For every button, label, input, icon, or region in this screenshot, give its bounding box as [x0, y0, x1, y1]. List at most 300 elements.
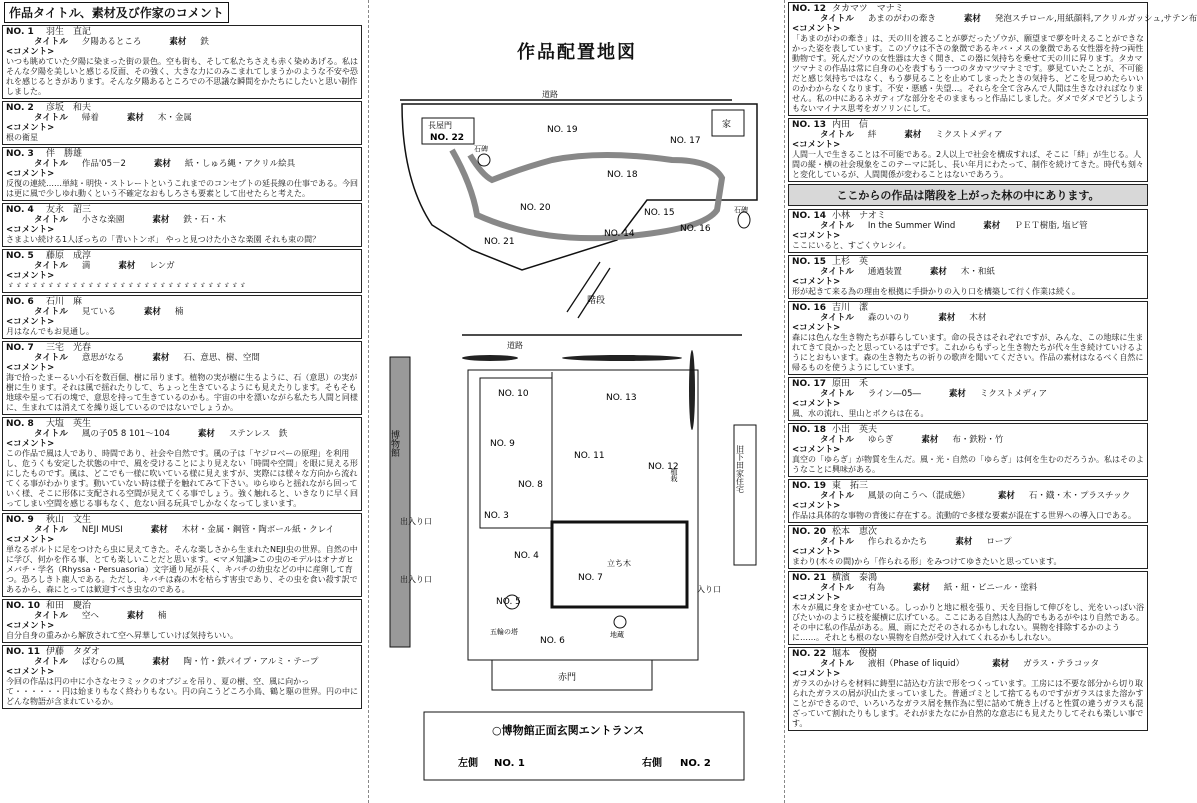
- entry-title-line: [6, 353, 358, 363]
- entry-header: [6, 27, 358, 37]
- artist-entry: [2, 295, 362, 339]
- entry-title-line: [792, 491, 1144, 501]
- entry-material: 石・鐡・木・プラスチック: [1028, 491, 1131, 501]
- entry-title-label: タイトル: [820, 14, 854, 24]
- forest-banner: ここからの作品は階段を上がった林の中にあります。: [788, 184, 1148, 206]
- entry-title: 作品'05－2: [81, 159, 126, 169]
- entry-title-label: タイトル: [820, 267, 854, 277]
- entry-header: [6, 297, 358, 307]
- entry-comment-label: <コメント>: [792, 501, 841, 511]
- entry-title-label: タイトル: [820, 537, 854, 547]
- entry-title-label: タイトル: [34, 37, 68, 47]
- artist-entry: [2, 101, 362, 145]
- entry-title: 森のいのり: [867, 313, 911, 323]
- hedge-2: [562, 355, 682, 361]
- entry-title-label: タイトル: [34, 429, 68, 439]
- legend-right-value: NO. 2: [680, 758, 711, 769]
- entry-title-line: [6, 261, 358, 271]
- entry-title-line: [6, 611, 358, 621]
- entry-title-label: タイトル: [34, 307, 68, 317]
- entry-material: ＰＥＴ樹脂, 塩ビ管: [1014, 221, 1088, 231]
- entry-material: 木・金属: [157, 113, 192, 123]
- entry-comment: ガラスのかけらを材料に鋳型に詰込む方法で形をつくっています。工房には不要な部分から切り取られたガラスの屑が沢山たまっていました。普通ゴミとして捨てるものですがガラスはまた溶かすことができるので、いろいろなガラス屑を無作為に型に詰めて焼き上げると性質の違うガラスも混ざっていて割れたりもします。それがまたなにか自然的な意志にも見えたりしてそれも楽しい事です。: [792, 679, 1144, 728]
- entry-title: 夕陽あるところ: [81, 37, 142, 47]
- work-no-7: NO. 7: [578, 573, 603, 583]
- entry-artist: 友永 詔三: [46, 205, 92, 215]
- artist-entry: [2, 599, 362, 643]
- entry-comment: 真空の「ゆらぎ」が物質を生んだ。風・光・自然の「ゆらぎ」は何を生むのだろうか。私はそのようなことに興味がある。: [792, 455, 1144, 474]
- entrance-3-label: 入り口: [697, 585, 721, 594]
- entry-number: NO. 17: [792, 379, 827, 389]
- entry-title: 意思がなる: [81, 353, 125, 363]
- entry-title-line: [792, 130, 1144, 140]
- work-no-10: NO. 10: [498, 389, 529, 399]
- entry-header: [792, 425, 1144, 435]
- gorin-label: 五輪の塔: [490, 628, 518, 636]
- artist-entry: [2, 417, 362, 511]
- work-no-8: NO. 8: [518, 480, 543, 490]
- entry-number: NO. 3: [6, 149, 34, 159]
- entry-number: NO. 13: [792, 120, 827, 130]
- entry-title-label: タイトル: [820, 583, 854, 593]
- entry-header: [792, 211, 1144, 221]
- garden-label: 植栽: [670, 468, 678, 482]
- map-title: 作品配置地図: [517, 42, 637, 63]
- entry-material-label: 素材: [152, 353, 170, 363]
- entry-header: [792, 303, 1144, 313]
- stairs-label: 階段: [587, 296, 606, 306]
- entry-title-label: タイトル: [820, 130, 854, 140]
- entry-comment: さまよい続ける1人ぼっちの「青いトンボ」 やっと見つけた小さな楽園 それも束の間？: [6, 235, 321, 244]
- entry-comment-label: <コメント>: [6, 439, 55, 449]
- left-column-title: 作品タイトル、素材及び作家のコメント: [4, 2, 229, 23]
- entry-header: [792, 379, 1144, 389]
- entry-material: 陶・竹・鉄パイプ・アルミ・テープ: [183, 657, 319, 667]
- artist-entry: [788, 571, 1148, 645]
- entry-comment: 海で拾ったまーるい小石を数百個、樹に吊ります。植物の実が樹に生るように、石（意思）の実が樹に生ります。それは風で揺れたりして、ちょっと生きているようにも見えたりします。そもそも地球や星って石の塊で、意思を持って生きているのかも。宇宙の中を漂いながら私たち人間と同様に、生まれては消えてを繰り返しているのではないでしょうか。: [6, 373, 358, 412]
- entry-artist: 小林 ナオミ: [832, 211, 886, 221]
- sekihi-1-label: 石碑: [474, 145, 488, 153]
- entry-material: 紙・紐・ビニール・塗料: [943, 583, 1038, 593]
- artist-entry: [788, 525, 1148, 569]
- entry-comment: 森には色んな生き物たちが暮らしています。命の長さはそれぞれですが、みんな、この地球に生まれてきて良かったと思っているはずです。これからもずっと生き物たちが代々生き続けていけるようにとおもいます。森の生き物たちの祈りの歌声を聞いてください。作品の素材はなるべく自然に帰るものを使うようにしています。: [792, 333, 1144, 372]
- right-entries-bottom: [786, 209, 1150, 731]
- entry-artist: 秋山 文生: [46, 515, 92, 525]
- entry-comment-label: <コメント>: [792, 277, 841, 287]
- entry-material-label: 素材: [921, 435, 939, 445]
- entry-material-label: 素材: [997, 491, 1015, 501]
- entry-title-label: タイトル: [820, 313, 854, 323]
- entry-title: In the Summer Wind: [867, 221, 956, 231]
- akamon-label: 赤門: [558, 673, 577, 683]
- entry-material: ミクストメディア: [979, 389, 1048, 399]
- entry-title-line: [792, 659, 1144, 669]
- entry-material: レンガ: [149, 261, 175, 271]
- entry-comment: 根の衛星: [6, 133, 38, 142]
- work-no-3: NO. 3: [484, 511, 509, 521]
- entry-title-label: タイトル: [34, 215, 68, 225]
- entry-comment-label: <コメント>: [792, 140, 841, 150]
- entry-title-line: [792, 537, 1144, 547]
- work-no-11: NO. 11: [574, 451, 605, 461]
- entry-header: [6, 515, 358, 525]
- entry-header: [792, 481, 1144, 491]
- house-label: 家: [722, 120, 732, 130]
- entry-title-line: [792, 313, 1144, 323]
- entry-header: [6, 205, 358, 215]
- entry-artist: タカマツ マナミ: [832, 4, 904, 14]
- artist-entry: [2, 203, 362, 247]
- entry-title-line: [792, 221, 1144, 231]
- entry-artist: 藤原 成淳: [46, 251, 92, 261]
- artist-entry: [2, 645, 362, 709]
- right-fold-divider: [784, 0, 785, 803]
- entry-comment-label: <コメント>: [6, 317, 55, 327]
- entry-comment: 月はなんでもお見通し。: [6, 327, 94, 336]
- museum-label: 博物館: [389, 430, 399, 457]
- jizou-marker: [614, 616, 626, 628]
- entry-material: 木・和紙: [960, 267, 995, 277]
- entry-number: NO. 15: [792, 257, 827, 267]
- artist-entry: [2, 147, 362, 201]
- entry-title: ばむらの風: [81, 657, 125, 667]
- entry-number: NO. 5: [6, 251, 34, 261]
- entry-header: [792, 649, 1144, 659]
- entry-material-label: 素材: [955, 537, 973, 547]
- entry-comment-label: <コメント>: [6, 225, 55, 235]
- entry-comment-label: <コメント>: [792, 231, 841, 241]
- left-column: [0, 0, 364, 711]
- entry-title-label: タイトル: [34, 159, 68, 169]
- entry-header: [6, 419, 358, 429]
- artist-entry: [788, 255, 1148, 299]
- artist-entry: [788, 118, 1148, 182]
- artist-entry: [788, 647, 1148, 731]
- museum-building: [390, 357, 410, 647]
- entry-artist: 松本 恵次: [832, 527, 878, 537]
- work-no-12: NO. 12: [648, 462, 679, 472]
- work-no-6: NO. 6: [540, 636, 565, 646]
- entry-title-label: タイトル: [34, 353, 68, 363]
- work-no-16: NO. 16: [680, 224, 711, 234]
- entry-artist: 羽生 直記: [46, 27, 92, 37]
- entry-number: NO. 12: [792, 4, 827, 14]
- entry-material-label: 素材: [126, 113, 144, 123]
- entry-comment: 形が起きて来る為の理由を根拠に手掛かりの入り口を構築して行く作業は続く。: [792, 287, 1080, 296]
- entry-number: NO. 10: [6, 601, 41, 611]
- entry-comment-label: <コメント>: [792, 323, 841, 333]
- entry-material: 木材・金属・鋼管・陶ボール紙・クレイ: [181, 525, 335, 535]
- entry-comment-label: <コメント>: [6, 667, 55, 677]
- entry-number: NO. 6: [6, 297, 34, 307]
- entry-title-label: タイトル: [820, 659, 854, 669]
- entrance-2-label: 出入り口: [400, 575, 432, 584]
- entry-material-label: 素材: [169, 37, 187, 47]
- lower-left-block: [480, 378, 552, 528]
- entry-comment-label: <コメント>: [6, 47, 55, 57]
- entry-header: [792, 120, 1144, 130]
- entry-material-label: 素材: [150, 525, 168, 535]
- entry-title: 風の子05 8 101～104: [81, 429, 170, 439]
- entry-title-line: [792, 435, 1144, 445]
- entry-number: NO. 8: [6, 419, 34, 429]
- work-no-14: NO. 14: [604, 229, 635, 239]
- road-top-label: 道路: [542, 90, 558, 99]
- road-mid-label: 道路: [507, 341, 523, 350]
- entry-material-label: 素材: [904, 130, 922, 140]
- entry-comment-label: <コメント>: [6, 271, 55, 281]
- entry-artist: 伊藤 タダオ: [46, 647, 101, 657]
- right-entries-top: [786, 2, 1197, 182]
- artist-entry: [2, 341, 362, 415]
- entry-number: NO. 2: [6, 103, 34, 113]
- entry-title: ゆらぎ: [867, 435, 894, 445]
- entry-material-label: 素材: [126, 611, 144, 621]
- entry-material: 楠: [174, 307, 184, 317]
- entry-title: 液相（Phase of liquid）: [867, 659, 965, 669]
- entry-number: NO. 9: [6, 515, 34, 525]
- entry-title-line: [792, 583, 1144, 593]
- entry-material: 布・鉄粉・竹: [952, 435, 1004, 445]
- work-no-15: NO. 15: [644, 208, 675, 218]
- entry-material: 発泡スチロール,用紙顔料,アクリルガッシュ,サテン布: [994, 14, 1197, 24]
- entry-title-line: [792, 389, 1144, 399]
- entry-comment-label: <コメント>: [792, 547, 841, 557]
- entry-header: [6, 647, 358, 657]
- work-no-18: NO. 18: [607, 170, 638, 180]
- entry-title-line: [6, 159, 358, 169]
- work-no-19: NO. 19: [547, 125, 578, 135]
- entry-comment: まわり(木々の間)から「作られる形」をみつけてゆきたいと思っています。: [792, 557, 1062, 566]
- entry-title-line: [792, 14, 1197, 24]
- entry-header: [6, 343, 358, 353]
- legend-title: ○博物館正面玄関エントランス: [492, 724, 645, 737]
- entry-number: NO. 20: [792, 527, 827, 537]
- artist-entry: [788, 301, 1148, 375]
- artist-entry: [2, 25, 362, 99]
- entry-comment-label: <コメント>: [6, 535, 55, 545]
- left-fold-divider: [368, 0, 369, 803]
- entry-material-label: 素材: [963, 14, 981, 24]
- entry-title: 風景の向こうへ（混成態）: [867, 491, 970, 501]
- entry-number: NO. 18: [792, 425, 827, 435]
- entry-comment-label: <コメント>: [6, 363, 55, 373]
- nagayamon-label: 長屋門: [428, 121, 452, 130]
- entry-title-label: タイトル: [820, 491, 854, 501]
- artist-entry: [788, 423, 1148, 477]
- entry-title: ライン―05―: [867, 389, 921, 399]
- entry-number: NO. 22: [792, 649, 827, 659]
- entry-artist: 内田 信: [832, 120, 869, 130]
- entry-title-line: [792, 267, 1144, 277]
- entry-header: [6, 601, 358, 611]
- entry-title-label: タイトル: [820, 435, 854, 445]
- entry-material: 鉄: [200, 37, 209, 47]
- entry-material-label: 素材: [938, 313, 956, 323]
- map-panel: [372, 0, 782, 803]
- entry-material-label: 素材: [912, 583, 930, 593]
- site-map: [372, 0, 782, 803]
- entry-artist: 和田 慶治: [46, 601, 92, 611]
- entry-material: ガラス・テラコッタ: [1023, 659, 1100, 669]
- entry-title-label: タイトル: [34, 611, 68, 621]
- entry-header: [6, 251, 358, 261]
- entry-material-label: 素材: [143, 307, 161, 317]
- entry-artist: 彦坂 和夫: [46, 103, 92, 113]
- entry-material: ステンレス 鉄: [228, 429, 288, 439]
- hedge-1: [462, 355, 518, 361]
- entry-artist: 堀本 俊樹: [832, 649, 878, 659]
- entry-material-label: 素材: [983, 221, 1001, 231]
- entry-material-label: 素材: [948, 389, 966, 399]
- entry-comment-label: <コメント>: [6, 123, 55, 133]
- entry-material-label: 素材: [152, 657, 170, 667]
- entry-material-label: 素材: [992, 659, 1010, 669]
- work-no-21: NO. 21: [484, 237, 515, 247]
- entry-comment-label: <コメント>: [6, 621, 55, 631]
- entry-comment: ここにいると、すごくウレシイ。: [792, 241, 911, 250]
- work-no-22: NO. 22: [430, 133, 465, 143]
- entry-artist: 上杉 英: [832, 257, 869, 267]
- entry-title-line: [6, 215, 358, 225]
- sekihi-1-marker: [478, 154, 490, 166]
- entry-header: [792, 257, 1144, 267]
- entry-comment: 反復の連続……単純・明快・ストレートというこれまでのコンセプトの延長線の仕事である。今回は更に風で少しゆれ動くという不確定なおもしろさも要素として出せたらと考えた。: [6, 179, 358, 198]
- entry-artist: 吉川 潔: [832, 303, 869, 313]
- artist-entry: [788, 377, 1148, 421]
- entry-comment: 今回の作品は円の中に小さなセラミックのオブジェを吊り、夏の樹、空、風に向かって・・・・・・円は始まりもなく終わりもない。円の向こうどころ小鳥、鶴と駆の世界。円の中にどんな物語が含まれているか。: [6, 677, 358, 706]
- entry-title-line: [6, 307, 358, 317]
- kyu-shimoda-label: 旧下田家住宅: [735, 445, 745, 493]
- entry-comment: 風、水の流れ、里山とボクらは在る。: [792, 409, 929, 418]
- entry-artist: 横濱 泰鴻: [832, 573, 878, 583]
- sekihi-2-marker: [738, 212, 750, 228]
- entry-title-line: [6, 113, 358, 123]
- entry-artist: 石川 麻: [46, 297, 83, 307]
- entry-header: [6, 103, 358, 113]
- entry-comment-label: <コメント>: [792, 445, 841, 455]
- entry-title: 見ている: [81, 307, 116, 317]
- entry-title-line: [6, 657, 358, 667]
- entry-comment: 作品は具体的な事物の背後に存在する。流動的で多様な要素が混在する世界への導入口である。: [792, 511, 1136, 520]
- tachiki-label: 立ち木: [607, 559, 631, 568]
- artist-entry: [2, 513, 362, 597]
- entry-comment: この作品で風は人であり、時間であり、社会や自然です。風の子は「ヤジロベーの原理」を利用し、危うくも安定した状態の中で、風を受けることにより見えない「時間や空間」を眼に見える形にしたものです。風は、どこでも一様に吹いている様に見えますが、実際には様々な方向から流れてくる事がわかります。動いていない時は様子を触れてみて下さい。ゆらゆらと揺れながら回っていく様、そこに形体に支配される空間が見えてくる事でしょう。強く触れると、いきなりに早く回ってしまい空間を感じる事もなく、危ない回る玩具でしかなくなってしまいます。: [6, 449, 358, 508]
- work-no-20: NO. 20: [520, 203, 551, 213]
- entry-artist: 小出 英夫: [832, 425, 878, 435]
- legend-left-label: 左側: [458, 758, 478, 769]
- entry-title-line: [6, 37, 358, 47]
- entry-comment: 木々が風に身をまかせている。しっかりと地に根を張り、天を目指して伸びをし、光をいっぱい浴びたいかのように枝を縦横に広げている。ここにある自然は人為的でもあるがやはり自然である。その中に私の作品がある。風、雨にただそのされるかもしれない。異物を排除するかのように……。それとも根のない異物を自然が受け入れてくれるかもしれない。: [792, 603, 1144, 642]
- entry-title-label: タイトル: [820, 389, 854, 399]
- artist-entry: [788, 2, 1197, 116]
- entry-artist: 三宅 光春: [46, 343, 92, 353]
- entry-title: 小さな楽園: [81, 215, 125, 225]
- stairs-line-2: [578, 268, 610, 318]
- entry-header: [792, 527, 1144, 537]
- entry-comment: いつも眺めていた夕陽に染まった街の景色。空も街も、そして私たちさえも赤く染めあげる。私はそんな夕陽を美しいと感じる反面、その強く、大きな力にのみこまれてしまうかのような不安や恐れを感じるときがあります。そんな夕陽あるところでの不思議な瞬間をかたちにしたいと思い制作しました。: [6, 57, 358, 96]
- entry-material-label: 素材: [118, 261, 136, 271]
- entry-comment: ゞゞゞゞゞゞゞゞゞゞゞゞゞゞゞゞゞゞゞゞゞゞゞゞゞゞゞゞゞゞ: [6, 281, 246, 290]
- entry-artist: 東 拓三: [832, 481, 869, 491]
- entry-material: 楠: [157, 611, 167, 621]
- entrance-1-label: 出入り口: [400, 517, 432, 526]
- entry-title-label: タイトル: [34, 657, 68, 667]
- entry-title-line: [6, 429, 358, 439]
- entry-artist: 伴 勝雄: [46, 149, 83, 159]
- entry-number: NO. 7: [6, 343, 34, 353]
- entry-comment-label: <コメント>: [792, 669, 841, 679]
- sekihi-2-label: 石碑: [734, 206, 748, 214]
- work-no-13: NO. 13: [606, 393, 637, 403]
- entry-header: [792, 4, 1144, 14]
- jizou-label: 地蔵: [610, 631, 624, 639]
- work-no-17: NO. 17: [670, 136, 701, 146]
- hedge-3: [689, 350, 695, 430]
- artist-entry: [788, 479, 1148, 523]
- entry-number: NO. 19: [792, 481, 827, 491]
- legend-right-label: 右側: [642, 758, 662, 769]
- entry-title-label: タイトル: [34, 525, 68, 535]
- entry-number: NO. 1: [6, 27, 34, 37]
- entry-material: 石、意思、樹、空間: [183, 353, 260, 363]
- entry-header: [6, 149, 358, 159]
- entry-title: 空へ: [81, 611, 99, 621]
- entry-title-line: [6, 525, 358, 535]
- entry-number: NO. 21: [792, 573, 827, 583]
- entry-title: NEJI MUSI: [81, 525, 123, 535]
- right-column: [786, 2, 1197, 733]
- entry-comment-label: <コメント>: [6, 169, 55, 179]
- entry-comment-label: <コメント>: [792, 593, 841, 603]
- entry-material-label: 素材: [929, 267, 947, 277]
- entry-title: 有為: [867, 583, 885, 593]
- entry-number: NO. 11: [6, 647, 41, 657]
- entry-title: あまのがわの牽き: [867, 14, 936, 24]
- entry-comment-label: <コメント>: [792, 24, 841, 34]
- entry-material: 鉄・石・木: [183, 215, 226, 225]
- entry-comment: 人間一人で生きることは不可能である。2人以上で社会を構成すれば、そこに「絆」が生じる。人間の縦・横の社会現象をこのテーマに託し、長い年月にわたって、制作を続けてきた。時代も刻々と変化しているが、人間関係が変わることはないであろう。: [792, 150, 1144, 179]
- entry-comment-label: <コメント>: [792, 399, 841, 409]
- entrance-legend-box: [424, 712, 744, 780]
- entry-material: ミクストメディア: [935, 130, 1003, 140]
- legend-left-value: NO. 1: [494, 758, 525, 769]
- artist-entry: [788, 209, 1148, 253]
- entry-artist: 大塩 英生: [46, 419, 92, 429]
- entry-material: 紙・しゅろ縄・アクリル絵具: [184, 159, 296, 169]
- entry-title: 絆: [867, 130, 877, 140]
- entry-title-label: タイトル: [34, 261, 68, 271]
- entry-material-label: 素材: [197, 429, 215, 439]
- entry-number: NO. 14: [792, 211, 827, 221]
- work-no-5: NO. 5: [496, 597, 521, 607]
- entry-number: NO. 16: [792, 303, 827, 313]
- work-no-9: NO. 9: [490, 439, 515, 449]
- entry-title-label: タイトル: [34, 113, 68, 123]
- entry-material: ロープ: [986, 537, 1012, 547]
- entry-title: 満: [81, 261, 91, 271]
- work-no-4: NO. 4: [514, 551, 539, 561]
- entry-material: 木材: [969, 313, 987, 323]
- entry-header: [792, 573, 1144, 583]
- entry-title: 通過装置: [867, 267, 902, 277]
- artist-entry: [2, 249, 362, 293]
- entry-comment: 「あまのがわの牽き」は、天の川を渡ることが夢だったゾウが、願望まで夢を叶えることができなかった姿を表しています。このゾウは不さの象徴であるキバ・メスの象徴である女性器を持つ両性動物です。死んだゾウの女性器は大きく開き、この器に気持ちを乗せて天の川に昇ります。タカマツマナミの作品は常に自身の心を表すもう一つのタカマツマナミです。夢見ていたことが、不可能だと感じ気持ちではなく、もう夢見ることを止めてしまったときの気持ち、どこを見つめたらいいのかわからなくなります。不安・悪感・失望…。それらを全て含みんで人間は生きなければなりません。私の中にあるネガティブな部分をそのままもっと作品にしました。ダメでダメでどうしようもないマイナス思考をガソリンにして。: [792, 34, 1144, 113]
- entry-comment: 単なるボルトに足をつけたら虫に見えてきた。そんな楽しさから生まれたNEJI虫の世界。自然の中に学び、何かを作る事、とても楽しいことだと思います。<マメ知識>この虫のモデルはオナガヒメバチ・学名（Rhyssa・Persuasoria）文字通り尾が長く、キバチの幼虫などの中に産卵して育つ。恐ろしきト鹿人である。ただし、キバチは森の木を枯らす害虫であり、その虫を食い殺す訳であるから、森にとっては歓迎すべき虫なのである。: [6, 545, 358, 594]
- entry-artist: 原田 禾: [832, 379, 869, 389]
- entry-title-label: タイトル: [820, 221, 854, 231]
- left-entries: [0, 25, 364, 709]
